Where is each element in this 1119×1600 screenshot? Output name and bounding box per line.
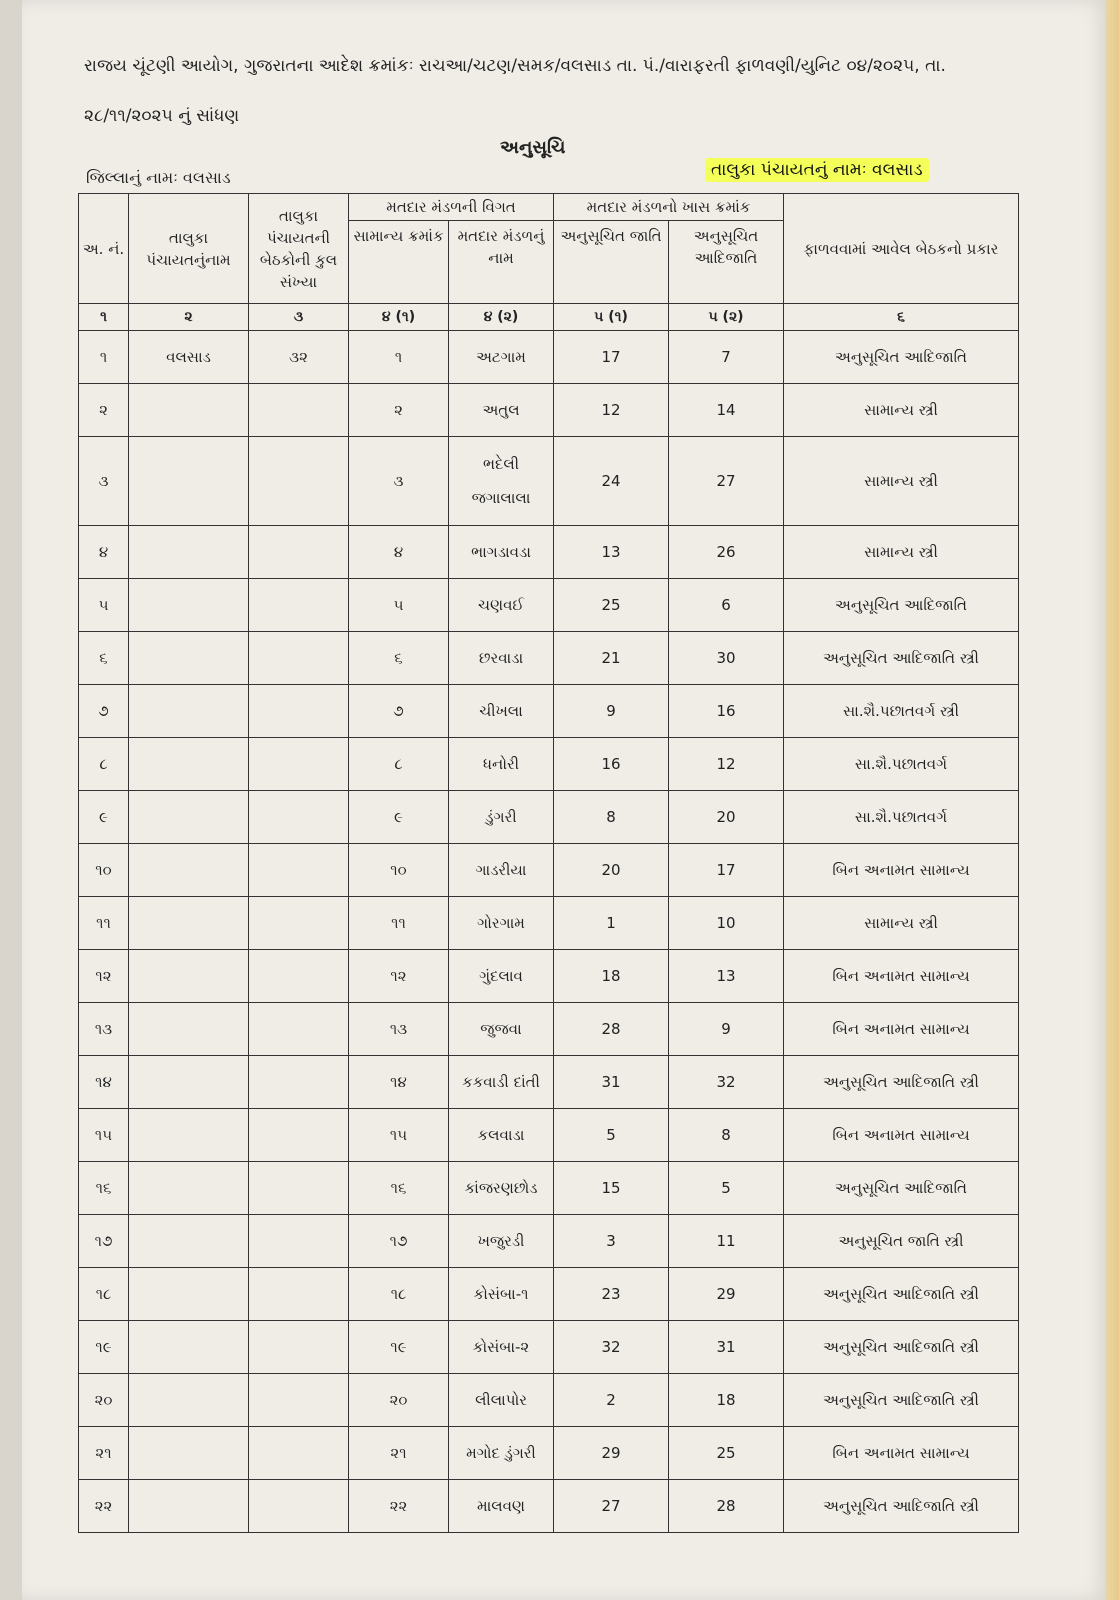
sc-number-cell: 18 (554, 950, 669, 1003)
sc-number-cell: 23 (554, 1268, 669, 1321)
seat-type-cell: બિન અનામત સામાન્ય (784, 1109, 1019, 1162)
sc-number-cell: 25 (554, 579, 669, 632)
general-no-cell: ૧૯ (349, 1321, 449, 1374)
st-number-cell: 25 (669, 1427, 784, 1480)
table-row (79, 1162, 1019, 1215)
col-number: ૫ (૧) (554, 304, 669, 331)
voter-name-line: ભદેલી (483, 455, 520, 473)
total-seats-cell (249, 844, 349, 897)
total-seats-cell (249, 1321, 349, 1374)
seat-type-cell: સા.શૈ.પછાતવર્ગ (784, 791, 1019, 844)
general-no-cell: ૫ (349, 579, 449, 632)
general-no-cell: ૧૮ (349, 1268, 449, 1321)
total-seats-cell (249, 950, 349, 1003)
seat-type-cell: અનુસૂચિત આદિજાતિ (784, 331, 1019, 384)
seat-type-cell: અનુસૂચિત આદિજાતિ સ્ત્રી (784, 632, 1019, 685)
voter-name-cell: ડુંગરી (449, 791, 554, 844)
taluka-name-cell (129, 1109, 249, 1162)
voter-name-cell: અતુલ (449, 384, 554, 437)
col-number: ૧ (79, 304, 129, 331)
general-no-cell: ૧૧ (349, 897, 449, 950)
sc-number-cell: 2 (554, 1374, 669, 1427)
taluka-name-cell (129, 1321, 249, 1374)
st-number-cell: 18 (669, 1374, 784, 1427)
voter-name-cell: લીલાપોર (449, 1374, 554, 1427)
general-no-cell: ૧૨ (349, 950, 449, 1003)
voter-name-cell: માલવણ (449, 1480, 554, 1533)
taluka-name-cell (129, 950, 249, 1003)
total-seats-cell (249, 526, 349, 579)
sr-cell: ૧૪ (79, 1056, 129, 1109)
total-seats-cell (249, 791, 349, 844)
total-seats-cell (249, 1215, 349, 1268)
seat-type-cell: સામાન્ય સ્ત્રી (784, 897, 1019, 950)
sr-cell: ૧ (79, 331, 129, 384)
seat-allocation-table (78, 193, 1019, 1533)
seat-type-cell: સામાન્ય સ્ત્રી (784, 384, 1019, 437)
header-general-no: સામાન્ય ક્રમાંક (349, 221, 449, 304)
seat-type-cell: સા.શૈ.પછાતવર્ગ સ્ત્રી (784, 685, 1019, 738)
sr-cell: ૧૬ (79, 1162, 129, 1215)
total-seats-cell (249, 1003, 349, 1056)
table-row (79, 437, 1019, 526)
taluka-name-cell (129, 685, 249, 738)
district-name: જિલ્લાનું નામઃ વલસાડ (86, 168, 231, 187)
header-voter-name: મતદાર મંડળનું નામ (449, 221, 554, 304)
sc-number-cell: 32 (554, 1321, 669, 1374)
sc-number-cell: 21 (554, 632, 669, 685)
voter-name-cell: અટગામ (449, 331, 554, 384)
taluka-name-cell (129, 1162, 249, 1215)
st-number-cell: 7 (669, 331, 784, 384)
sc-number-cell: 9 (554, 685, 669, 738)
sc-number-cell: 29 (554, 1427, 669, 1480)
table-row (79, 1321, 1019, 1374)
st-number-cell: 29 (669, 1268, 784, 1321)
sc-number-cell: 5 (554, 1109, 669, 1162)
general-no-cell: ૧૫ (349, 1109, 449, 1162)
table-row (79, 1374, 1019, 1427)
sr-cell: ૧૮ (79, 1268, 129, 1321)
taluka-name-cell (129, 1215, 249, 1268)
taluka-name-cell (129, 791, 249, 844)
taluka-name-cell (129, 1056, 249, 1109)
table-row (79, 331, 1019, 384)
voter-name-cell: મગોદ ડુંગરી (449, 1427, 554, 1480)
st-number-cell: 20 (669, 791, 784, 844)
taluka-name-cell (129, 1003, 249, 1056)
header-st: અનુસૂચિત આદિજાતિ (669, 221, 784, 304)
general-no-cell: ૨૦ (349, 1374, 449, 1427)
seat-type-cell: બિન અનામત સામાન્ય (784, 844, 1019, 897)
col-number: ૪ (૧) (349, 304, 449, 331)
sc-number-cell: 16 (554, 738, 669, 791)
general-no-cell: ૨૧ (349, 1427, 449, 1480)
sr-cell: ૫ (79, 579, 129, 632)
total-seats-cell (249, 1268, 349, 1321)
sr-cell: ૭ (79, 685, 129, 738)
taluka-name-cell (129, 526, 249, 579)
header-sc: અનુસૂચિત જાતિ (554, 221, 669, 304)
col-number: ૨ (129, 304, 249, 331)
st-number-cell: 5 (669, 1162, 784, 1215)
total-seats-cell (249, 437, 349, 526)
general-no-cell: ૬ (349, 632, 449, 685)
sc-number-cell: 8 (554, 791, 669, 844)
table-row (79, 384, 1019, 437)
sc-number-cell: 24 (554, 437, 669, 526)
total-seats-cell (249, 632, 349, 685)
st-number-cell: 6 (669, 579, 784, 632)
taluka-name-cell (129, 1427, 249, 1480)
total-seats-cell: ૩૨ (249, 331, 349, 384)
voter-name-cell: કોસંબા-૧ (449, 1268, 554, 1321)
general-no-cell: ૧૭ (349, 1215, 449, 1268)
total-seats-cell (249, 738, 349, 791)
general-no-cell: ૪ (349, 526, 449, 579)
table-row (79, 1427, 1019, 1480)
st-number-cell: 9 (669, 1003, 784, 1056)
seat-type-cell: અનુસૂચિત આદિજાતિ સ્ત્રી (784, 1268, 1019, 1321)
sr-cell: ૧૫ (79, 1109, 129, 1162)
sc-number-cell: 27 (554, 1480, 669, 1533)
sc-number-cell: 15 (554, 1162, 669, 1215)
taluka-name-cell (129, 579, 249, 632)
col-number: ૬ (784, 304, 1019, 331)
sc-number-cell: 12 (554, 384, 669, 437)
general-no-cell: ૧૩ (349, 1003, 449, 1056)
total-seats-cell (249, 897, 349, 950)
st-number-cell: 17 (669, 844, 784, 897)
sr-cell: ૧૨ (79, 950, 129, 1003)
table-row (79, 791, 1019, 844)
general-no-cell: ૮ (349, 738, 449, 791)
table-row (79, 1268, 1019, 1321)
seat-type-cell: અનુસૂચિત આદિજાતિ સ્ત્રી (784, 1056, 1019, 1109)
table-row (79, 1215, 1019, 1268)
st-number-cell: 26 (669, 526, 784, 579)
sr-cell: ૨૨ (79, 1480, 129, 1533)
table-row (79, 1109, 1019, 1162)
total-seats-cell (249, 384, 349, 437)
sr-cell: ૩ (79, 437, 129, 526)
st-number-cell: 32 (669, 1056, 784, 1109)
seat-type-cell: બિન અનામત સામાન્ય (784, 950, 1019, 1003)
header-sr: અ. નં. (79, 194, 129, 304)
total-seats-cell (249, 1056, 349, 1109)
taluka-name-cell (129, 738, 249, 791)
sc-number-cell: 31 (554, 1056, 669, 1109)
taluka-name-cell (129, 632, 249, 685)
sc-number-cell: 3 (554, 1215, 669, 1268)
taluka-name-cell (129, 437, 249, 526)
sc-number-cell: 28 (554, 1003, 669, 1056)
total-seats-cell (249, 1374, 349, 1427)
header-taluka-name: તાલુકા પંચાયતનુંનામ (129, 194, 249, 304)
table-row (79, 1056, 1019, 1109)
table-row (79, 897, 1019, 950)
header-special-group: મતદાર મંડળનો ખાસ ક્રમાંક (554, 194, 784, 221)
total-seats-cell (249, 579, 349, 632)
taluka-name-cell (129, 897, 249, 950)
col-number: ૩ (249, 304, 349, 331)
col-number: ૪ (૨) (449, 304, 554, 331)
voter-name-cell: કલવાડા (449, 1109, 554, 1162)
total-seats-cell (249, 685, 349, 738)
seat-type-cell: બિન અનામત સામાન્ય (784, 1427, 1019, 1480)
voter-name-cell: જુજવા (449, 1003, 554, 1056)
voter-name-cell: કાંજરણછોડ (449, 1162, 554, 1215)
general-no-cell: ૧૬ (349, 1162, 449, 1215)
voter-name-cell: કોસંબા-૨ (449, 1321, 554, 1374)
total-seats-cell (249, 1480, 349, 1533)
order-reference-line-1: રાજય ચૂંટણી આયોગ, ગુજરાતના આદેશ ક્રમાંકઃ રાચઆ/ચટણ/સમક/વલસાડ તા. પં./વારાફરતી ફાળવણી/યુનિટ ૦૪/૨૦૨૫, તા. (84, 56, 946, 76)
sr-cell: ૧૧ (79, 897, 129, 950)
table-row (79, 738, 1019, 791)
total-seats-cell (249, 1162, 349, 1215)
total-seats-cell (249, 1427, 349, 1480)
st-number-cell: 31 (669, 1321, 784, 1374)
seat-type-cell: સામાન્ય સ્ત્રી (784, 526, 1019, 579)
voter-name-cell: ધનોરી (449, 738, 554, 791)
taluka-name-highlight: તાલુકા પંચાયતનું નામઃ વલસાડ (705, 158, 929, 182)
seat-type-cell: અનુસૂચિત આદિજાતિ (784, 1162, 1019, 1215)
voter-name-cell: ગોરગામ (449, 897, 554, 950)
total-seats-cell (249, 1109, 349, 1162)
seat-type-cell: સા.શૈ.પછાતવર્ગ (784, 738, 1019, 791)
sr-cell: ૨૦ (79, 1374, 129, 1427)
st-number-cell: 14 (669, 384, 784, 437)
table-row (79, 1003, 1019, 1056)
general-no-cell: ૧ (349, 331, 449, 384)
page-title: અનુસૂચિ (500, 137, 566, 158)
voter-name-cell: ચણવઈ (449, 579, 554, 632)
general-no-cell: ૨૨ (349, 1480, 449, 1533)
table-row (79, 632, 1019, 685)
voter-name-line: જગાલાલા (471, 489, 531, 507)
sr-cell: ૬ (79, 632, 129, 685)
taluka-name-cell (129, 1268, 249, 1321)
table-row (79, 1480, 1019, 1533)
voter-name-cell: ભાગડાવડા (449, 526, 554, 579)
sc-number-cell: 17 (554, 331, 669, 384)
paper-edge (1105, 0, 1119, 1600)
seat-type-cell: અનુસૂચિત આદિજાતિ સ્ત્રી (784, 1321, 1019, 1374)
sr-cell: ૧૭ (79, 1215, 129, 1268)
sr-cell: ૨ (79, 384, 129, 437)
st-number-cell: 12 (669, 738, 784, 791)
general-no-cell: ૩ (349, 437, 449, 526)
col-number: ૫ (૨) (669, 304, 784, 331)
st-number-cell: 28 (669, 1480, 784, 1533)
sc-number-cell: 20 (554, 844, 669, 897)
seat-type-cell: અનુસૂચિત જાતિ સ્ત્રી (784, 1215, 1019, 1268)
voter-name-cell: ગુંદલાવ (449, 950, 554, 1003)
taluka-name-cell (129, 1374, 249, 1427)
taluka-name-cell (129, 844, 249, 897)
seat-type-cell: અનુસૂચિત આદિજાતિ સ્ત્રી (784, 1374, 1019, 1427)
table-row (79, 579, 1019, 632)
table-row (79, 526, 1019, 579)
header-voter-group: મતદાર મંડળની વિગત (349, 194, 554, 221)
voter-name-cell: ગાડરીયા (449, 844, 554, 897)
general-no-cell: ૧૪ (349, 1056, 449, 1109)
voter-name-cell: કકવાડી દાંતી (449, 1056, 554, 1109)
sc-number-cell: 1 (554, 897, 669, 950)
general-no-cell: ૧૦ (349, 844, 449, 897)
sc-number-cell: 13 (554, 526, 669, 579)
sr-cell: ૪ (79, 526, 129, 579)
st-number-cell: 11 (669, 1215, 784, 1268)
st-number-cell: 27 (669, 437, 784, 526)
taluka-name-cell (129, 1480, 249, 1533)
seat-type-cell: સામાન્ય સ્ત્રી (784, 437, 1019, 526)
voter-name-cell (449, 437, 554, 526)
sr-cell: ૮ (79, 738, 129, 791)
seat-type-cell: બિન અનામત સામાન્ય (784, 1003, 1019, 1056)
sr-cell: ૨૧ (79, 1427, 129, 1480)
voter-name-cell: ખજુરડી (449, 1215, 554, 1268)
sr-cell: ૧૦ (79, 844, 129, 897)
header-seat-type: ફાળવવામાં આવેલ બેઠકનો પ્રકાર (784, 194, 1019, 304)
seat-type-cell: અનુસૂચિત આદિજાતિ (784, 579, 1019, 632)
sr-cell: ૧૩ (79, 1003, 129, 1056)
seat-type-cell: અનુસૂચિત આદિજાતિ સ્ત્રી (784, 1480, 1019, 1533)
st-number-cell: 16 (669, 685, 784, 738)
order-reference-line-2: ૨૮/૧૧/૨૦૨૫ નું સાંધણ (84, 106, 240, 126)
st-number-cell: 30 (669, 632, 784, 685)
voter-name-cell: ચીખલા (449, 685, 554, 738)
table-row (79, 844, 1019, 897)
sr-cell: ૧૯ (79, 1321, 129, 1374)
general-no-cell: ૨ (349, 384, 449, 437)
table-row (79, 950, 1019, 1003)
taluka-name-cell (129, 384, 249, 437)
st-number-cell: 10 (669, 897, 784, 950)
st-number-cell: 8 (669, 1109, 784, 1162)
general-no-cell: ૯ (349, 791, 449, 844)
voter-name-cell: છરવાડા (449, 632, 554, 685)
st-number-cell: 13 (669, 950, 784, 1003)
taluka-name-cell: વલસાડ (129, 331, 249, 384)
table-row (79, 685, 1019, 738)
header-total-seats: તાલુકા પંચાયતની બેઠકોની કુલ સંખ્યા (249, 194, 349, 304)
sr-cell: ૯ (79, 791, 129, 844)
general-no-cell: ૭ (349, 685, 449, 738)
